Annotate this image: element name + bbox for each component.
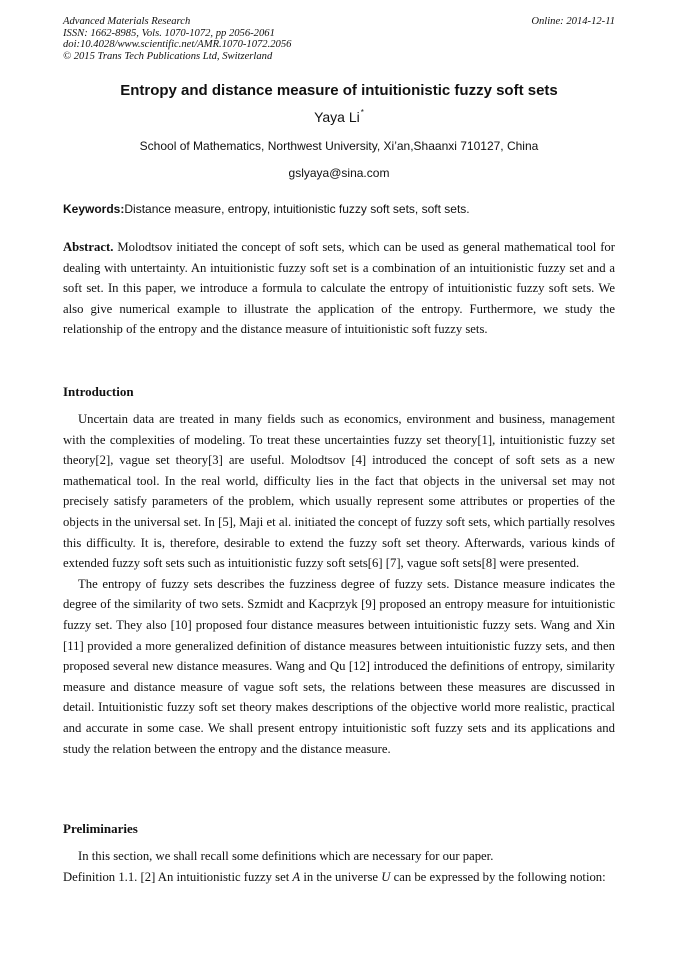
- author-line: [0, 108, 678, 125]
- abstract-label: Abstract.: [63, 240, 114, 254]
- definition-text-c: can be expressed by the following notion:: [390, 869, 606, 884]
- abstract: [63, 237, 615, 340]
- preliminaries-paragraph-1: In this section, we shall recall some definitions which are necessary for our paper.: [78, 849, 494, 863]
- definition-1-1: [63, 867, 615, 888]
- variable-u: U: [381, 869, 391, 884]
- preliminaries-body: [63, 846, 615, 887]
- author-email: gslyaya@sina.com: [288, 166, 390, 180]
- online-date: Online: 2014-12-11: [531, 16, 615, 27]
- abstract-text: Molodtsov initiated the concept of soft sets, which can be used as general mathematical tool for dealing with untertainty. An intuitionistic fuzzy soft set is a combination of an intuitionistic fuzzy set and a soft set. In this paper, we introduce a formula to calculate the entropy of intuitionistic fuzzy soft sets. We also give numerical example to illustrate the application of the entropy. Furthermore, we study the relationship of the entropy and the distance measure of intuitionistic soft fuzzy sets.: [63, 240, 615, 337]
- corresponding-author-mark: *: [360, 108, 364, 117]
- author-name: Yaya Li: [314, 109, 360, 125]
- definition-text-b: in the universe: [300, 869, 382, 884]
- keywords-label: Keywords:: [63, 202, 125, 216]
- affiliation: School of Mathematics, Northwest University, Xi’an,Shaanxi 710127, China: [139, 139, 539, 153]
- issn-line: ISSN: 1662-8985, Vols. 1070-1072, pp 2056-2061: [63, 27, 275, 39]
- keywords-text: Distance measure, entropy, intuitionistic fuzzy soft sets, soft sets.: [124, 202, 470, 216]
- introduction-paragraph-2: The entropy of fuzzy sets describes the fuzziness degree of fuzzy sets. Distance measure indicates the degree of the similarity of two sets. Szmidt and Kacprzyk [9] proposed an entropy measure for intuitionistic fuzzy set. They also [10] proposed four distance measures between intuitionistic fuzzy sets. Wang and Xin [11] provided a more generalized definition of distance measures between intuitionistic fuzzy sets, and then proposed several new distance measures. Wang and Qu [12] introduced the definitions of entropy, similarity measure and distance measure of vague soft sets, the relations between these measures are discussed in detail. Intuitionistic fuzzy soft set theory makes descriptions of the objective world more realistic, practical and accurate in some case. We shall present entropy intuitionistic soft fuzzy sets and its applications and study the relation between the entropy and the distance measure.: [63, 576, 615, 756]
- preliminaries-heading: Preliminaries: [63, 821, 138, 836]
- journal-name: Advanced Materials Research: [63, 16, 191, 27]
- paper-title: Entropy and distance measure of intuitionistic fuzzy soft sets: [120, 82, 558, 99]
- introduction-paragraph-1: Uncertain data are treated in many fields such as economics, environment and business, management with the complexities of modeling. To treat these uncertainties fuzzy set theory[1], intuitionistic fuzzy set theory[2], vague set theory[3] are useful. Molodtsov [4] introduced the concept of soft sets as a new mathematical tool. In the real world, difficulty lies in the fact that objects in the universal set may not precisely satisfy parameters of the problem, which usually represent some attributes or properties of the objects in the universal set. In [5], Maji et al. initiated the concept of fuzzy soft sets, which partially resolves this difficulty. It is, therefore, desirable to extend the fuzzy soft set theory. Afterwards, various kinds of extended fuzzy soft sets such as intuitionistic fuzzy soft sets[6] [7], vague soft sets[8] were presented.: [63, 412, 615, 571]
- variable-a: A: [292, 869, 301, 884]
- journal-header: [63, 16, 615, 62]
- definition-text-a: Definition 1.1. [2] An intuitionistic fuzzy set: [63, 869, 293, 884]
- doi-line: doi:10.4028/www.scientific.net/AMR.1070-1072.2056: [63, 39, 292, 51]
- copyright-line: © 2015 Trans Tech Publications Ltd, Switzerland: [63, 50, 273, 62]
- introduction-body: [63, 409, 615, 759]
- keywords: [63, 202, 615, 216]
- introduction-heading: Introduction: [63, 384, 134, 399]
